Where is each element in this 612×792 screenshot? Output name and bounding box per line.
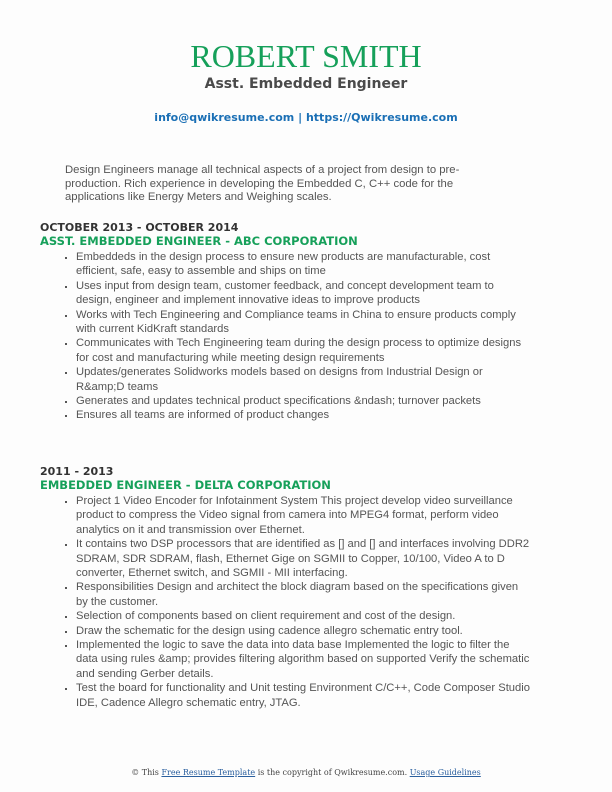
job-bullets <box>40 494 530 710</box>
list-item: ▪ Uses input from design team, customer feedback, and concept development team to design, engineer and implement innovative ideas to improve products <box>76 279 530 308</box>
list-item: ▪ Test the board for functionality and Unit testing Environment C/C++, Code Composer Studio IDE, Cadence Allegro schematic entry, JTAG. <box>76 681 530 710</box>
list-item: ▪ Implemented the logic to save the data into data base Implemented the logic to filter the data using rules &amp; provides filtering algorithm based on supported Verify the schematic and sending Gerber details. <box>76 638 530 681</box>
list-item: ▪ Selection of components based on client requirement and cost of the design. <box>76 609 530 623</box>
job-dates: OCTOBER 2013 - OCTOBER 2014 <box>40 221 239 234</box>
footer-middle: is the copyright of Qwikresume.com. <box>255 768 410 777</box>
list-item: ▪ Communicates with Tech Engineering team during the design process to optimize designs for cost and manufacturing while meeting design requirements <box>76 336 530 365</box>
list-item: ▪ Project 1 Video Encoder for Infotainment System This project develop video surveillance product to compress the Video signal from camera into MPEG4 format, perform video analytics on it and transmission over Ethernet. <box>76 494 530 537</box>
summary: Design Engineers manage all technical aspects of a project from design to pre-production. Rich experience in developing the Embedded C, C++ code for the applications like Energy Meters and Weighing scales. <box>65 164 460 203</box>
footer <box>0 768 612 777</box>
job-role: EMBEDDED ENGINEER - DELTA CORPORATION <box>40 478 331 492</box>
list-item: ▪ It contains two DSP processors that are identified as [] and [] and interfaces involving DDR2 SDRAM, SDR SDRAM, flash, Ethernet Gige on SGMII to Copper, 10/100, Video A to D converter, Ethernet switch, and SGMII - MII interfacing. <box>76 537 530 580</box>
list-item: ▪ Draw the schematic for the design using cadence allegro schematic entry tool. <box>76 624 530 638</box>
free-resume-template-link[interactable]: Free Resume Template <box>161 768 256 777</box>
website-link[interactable]: https://Qwikresume.com <box>305 111 458 124</box>
job-entry <box>40 465 530 710</box>
contact-separator: | <box>294 111 306 124</box>
candidate-title: Asst. Embedded Engineer <box>204 76 408 92</box>
list-item: ▪ Ensures all teams are informed of product changes <box>76 408 530 422</box>
job-role: ASST. EMBEDDED ENGINEER - ABC CORPORATION <box>40 234 358 248</box>
list-item: ▪ Responsibilities Design and architect the block diagram based on the specifications given by the customer. <box>76 580 530 609</box>
job-bullets <box>40 250 530 423</box>
job-entry <box>40 221 530 423</box>
list-item: ▪ Works with Tech Engineering and Compliance teams in China to ensure products comply with current KidKraft standards <box>76 308 530 337</box>
list-item: ▪ Embeddeds in the design process to ensure new products are manufacturable, cost efficient, safe, easy to assemble and ships on time <box>76 250 530 279</box>
list-item: ▪ Generates and updates technical product specifications &ndash; turnover packets <box>76 394 530 408</box>
footer-prefix: © This <box>131 768 162 777</box>
contact-line <box>0 111 612 124</box>
list-item: ▪ Updates/generates Solidworks models based on designs from Industrial Design or R&amp;D teams <box>76 365 530 394</box>
usage-guidelines-link[interactable]: Usage Guidelines <box>409 768 481 777</box>
candidate-name: ROBERT SMITH <box>190 38 422 74</box>
job-dates: 2011 - 2013 <box>40 465 114 478</box>
email-link[interactable]: info@qwikresume.com <box>154 111 295 124</box>
